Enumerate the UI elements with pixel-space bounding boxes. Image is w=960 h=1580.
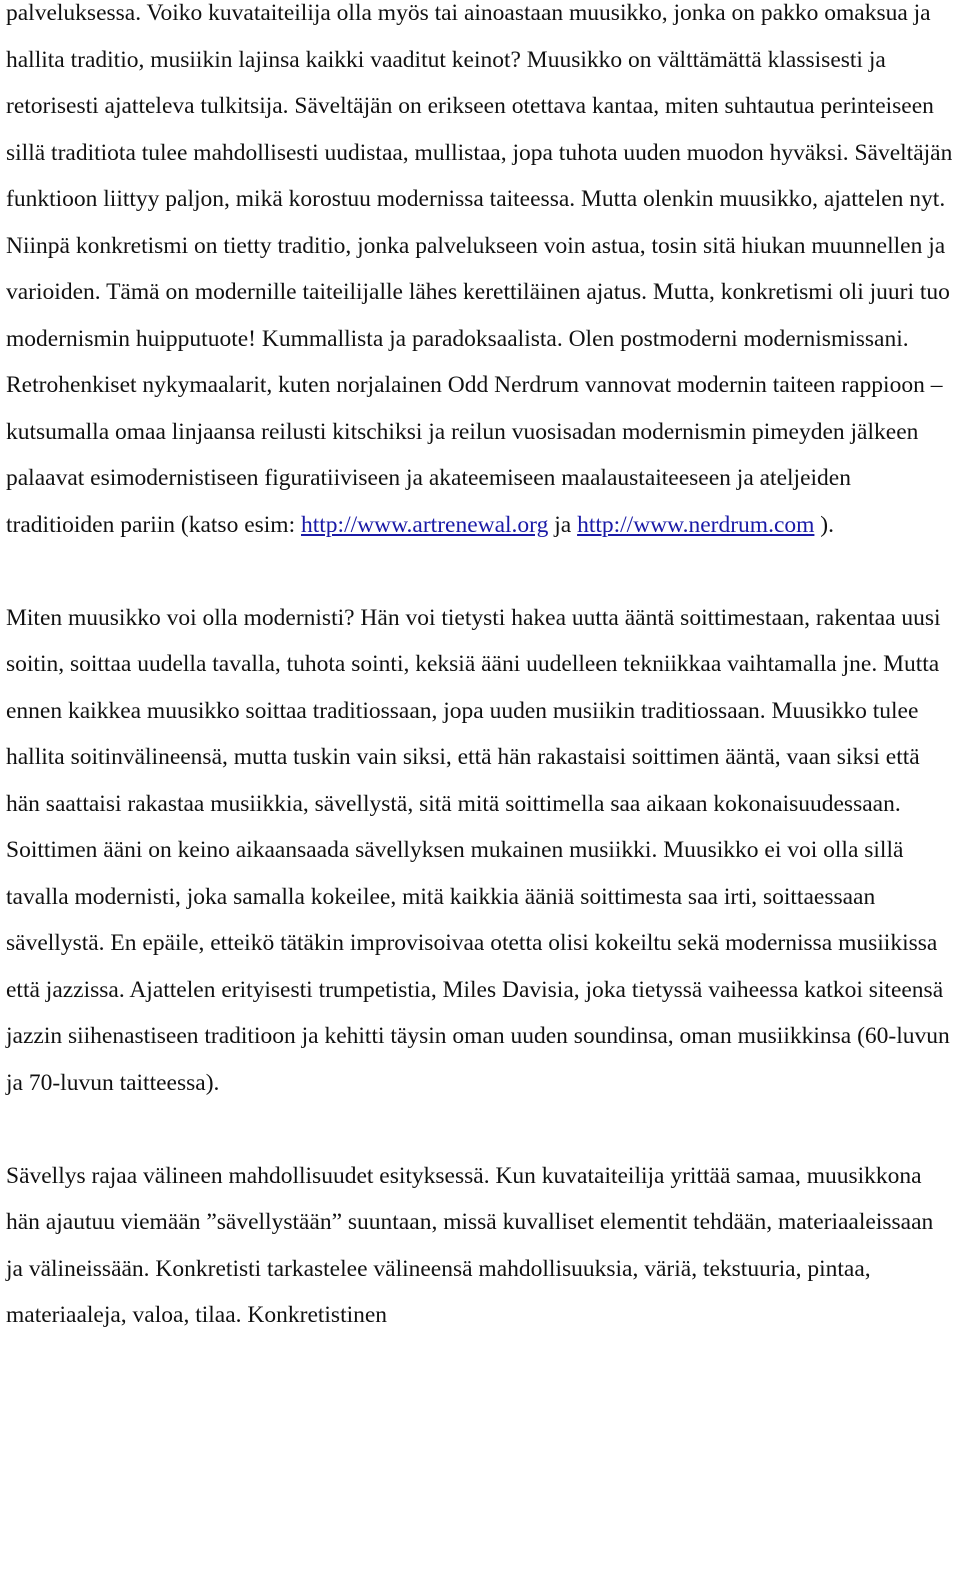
artrenewal-link[interactable]: http://www.artrenewal.org: [301, 511, 549, 538]
paragraph-1: [6, 0, 956, 548]
paragraph-1-text: palveluksessa. Voiko kuvataiteilija olla myös tai ainoastaan muusikko, jonka on pakko omaksua ja hallita traditio, musiikin lajinsa kaikki vaaditut keinot? Muusikko on välttämättä klassisesti ja retorisesti ajatteleva tulkitsija. Säveltäjän on erikseen otettava kantaa, miten suhtautua perinteiseen sillä traditiota tulee mahdollisesti uudistaa, mullistaa, jopa tuhota uuden muodon hyväksi. Säveltäjän funktioon liittyy paljon, mikä korostuu modernissa taiteessa. Mutta olenkin muusikko, ajattelen nyt. Niinpä konkretismi on tietty traditio, jonka palvelukseen voin astua, tosin sitä hiukan muunnellen ja varioiden. Tämä on modernille taiteilijalle lähes kerettiläinen ajatus. Mutta, konkretismi oli juuri tuo modernismin huipputuote! Kummallista ja paradoksaalista. Olen postmoderni modernismissani. Retrohenkiset nykymaalarit, kuten norjalainen Odd Nerdrum vannovat modernin taiteen rappioon – kutsumalla omaa linjaansa reilusti kitschiksi ja reilun vuosisadan modernismin pimeyden jälkeen palaavat esimodernistiseen figuratiiviseen ja akateemiseen maalaustaiteeseen ja ateljeiden traditioiden pariin (katso esim:: [6, 0, 953, 538]
paragraph-3: Sävellys rajaa välineen mahdollisuudet esityksessä. Kun kuvataiteilija yrittää samaa, muusikkona hän ajautuu viemään ”sävellystään” suuntaan, missä kuvalliset elementit tehdään, materiaaleissaan ja välineissään. Konkretisti tarkastelee välineensä mahdollisuuksia, väriä, tekstuuria, pintaa, materiaaleja, valoa, tilaa. Konkretistinen: [6, 1162, 934, 1328]
paragraph-1-connector: ja: [548, 511, 578, 538]
paragraph-spacer: [6, 548, 956, 595]
document-page: [6, 0, 956, 1339]
paragraph-spacer: [6, 1106, 956, 1153]
paragraph-1-end: ).: [814, 511, 834, 538]
paragraph-2: Miten muusikko voi olla modernisti? Hän voi tietysti hakea uutta ääntä soittimestaan, rakentaa uusi soitin, soittaa uudella tavalla, tuhota sointi, keksiä ääni uudelleen tekniikkaa vaihtamalla jne. Mutta ennen kaikkea muusikko soittaa traditiossaan, jopa uuden musiikin traditiossaan. Muusikko tulee hallita soitinvälineensä, mutta tuskin vain siksi, että hän rakastaisi soittimen ääntä, vaan siksi että hän saattaisi rakastaa musiikkia, sävellystä, sitä mitä soittimella saa aikaan kokonaisuudessaan. Soittimen ääni on keino aikaansaada sävellyksen mukainen musiikki. Muusikko ei voi olla sillä tavalla modernisti, joka samalla kokeilee, mitä kaikkia ääniä soittimesta saa irti, soittaessaan sävellystä. En epäile, etteikö tätäkin improvisoivaa otetta olisi kokeiltu sekä modernissa musiikissa että jazzissa. Ajattelen erityisesti trumpetistia, Miles Davisia, joka tietyssä vaiheessa katkoi siteensä jazzin siihenastiseen traditioon ja kehitti täysin oman uuden soundinsa, oman musiikkinsa (60-luvun ja 70-luvun taitteessa).: [6, 604, 950, 1096]
nerdrum-link[interactable]: http://www.nerdrum.com: [577, 511, 815, 538]
